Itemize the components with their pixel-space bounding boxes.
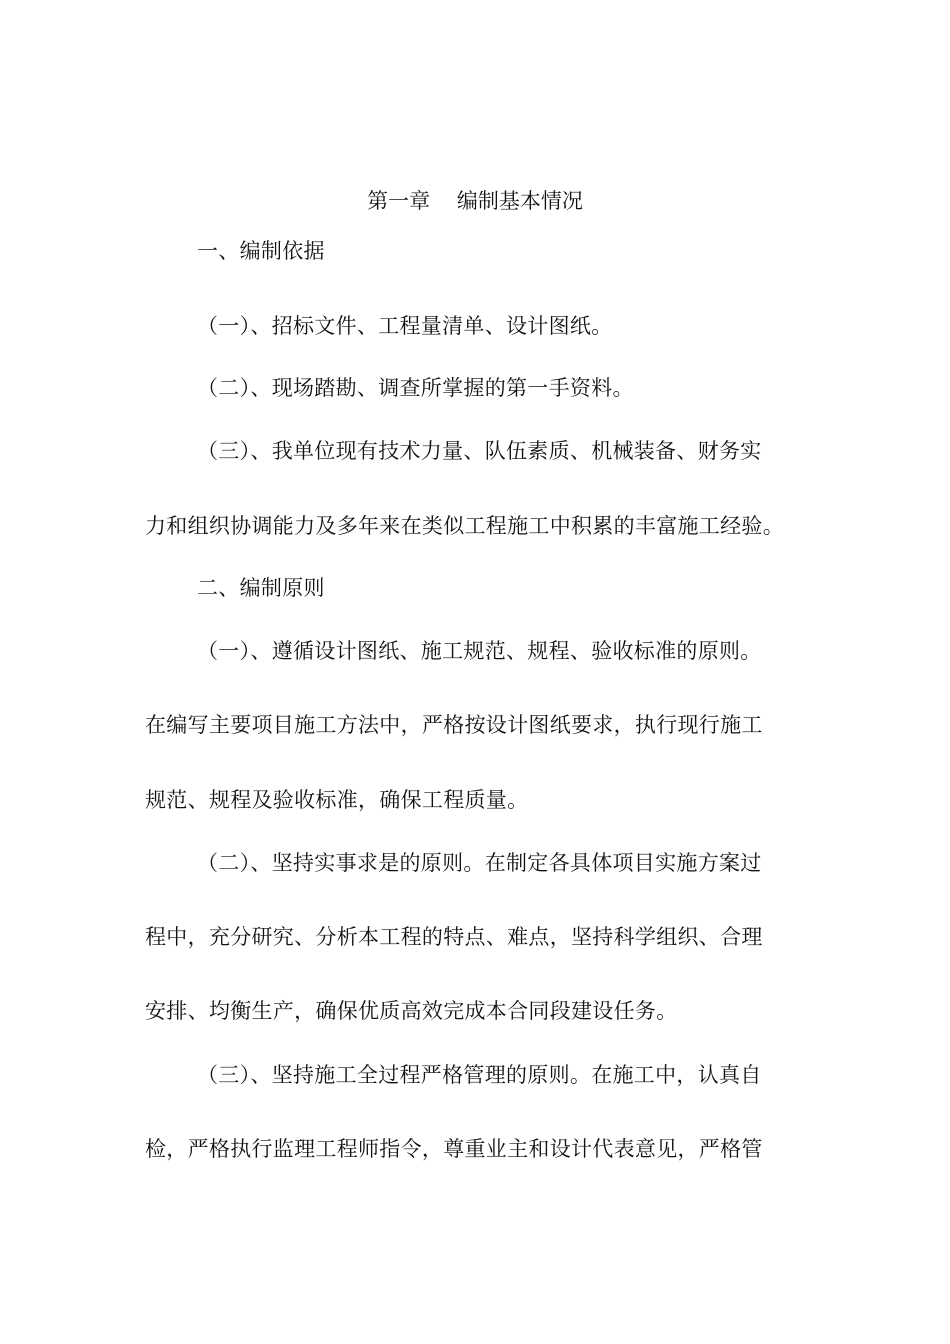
- paragraph-line: （三）、坚持施工全过程严格管理的原则。在施工中，认真自: [197, 1063, 762, 1087]
- paragraph-line: 安排、均衡生产，确保优质高效完成本合同段建设任务。: [145, 999, 678, 1023]
- chapter-title: 第一章 编制基本情况: [367, 189, 583, 213]
- paragraph-line: 力和组织协调能力及多年来在类似工程施工中积累的丰富施工经验。: [145, 514, 784, 538]
- section-heading-basis: 一、编制依据: [197, 239, 325, 263]
- section-heading-principles: 二、编制原则: [197, 576, 325, 600]
- paragraph-line: 检，严格执行监理工程师指令，尊重业主和设计代表意见，严格管: [145, 1137, 763, 1161]
- paragraph-line: （一）、招标文件、工程量清单、设计图纸。: [197, 314, 613, 338]
- paragraph-line: （三）、我单位现有技术力量、队伍素质、机械装备、财务实: [197, 439, 762, 463]
- paragraph-line: 规范、规程及验收标准，确保工程质量。: [145, 788, 529, 812]
- paragraph-line: （一）、遵循设计图纸、施工规范、规程、验收标准的原则。: [197, 639, 762, 663]
- paragraph-line: （二）、现场踏勘、调查所掌握的第一手资料。: [197, 376, 634, 400]
- paragraph-line: （二）、坚持实事求是的原则。在制定各具体项目实施方案过: [197, 851, 762, 875]
- paragraph-line: 在编写主要项目施工方法中，严格按设计图纸要求，执行现行施工: [145, 713, 763, 737]
- paragraph-line: 程中，充分研究、分析本工程的特点、难点，坚持科学组织、合理: [145, 925, 763, 949]
